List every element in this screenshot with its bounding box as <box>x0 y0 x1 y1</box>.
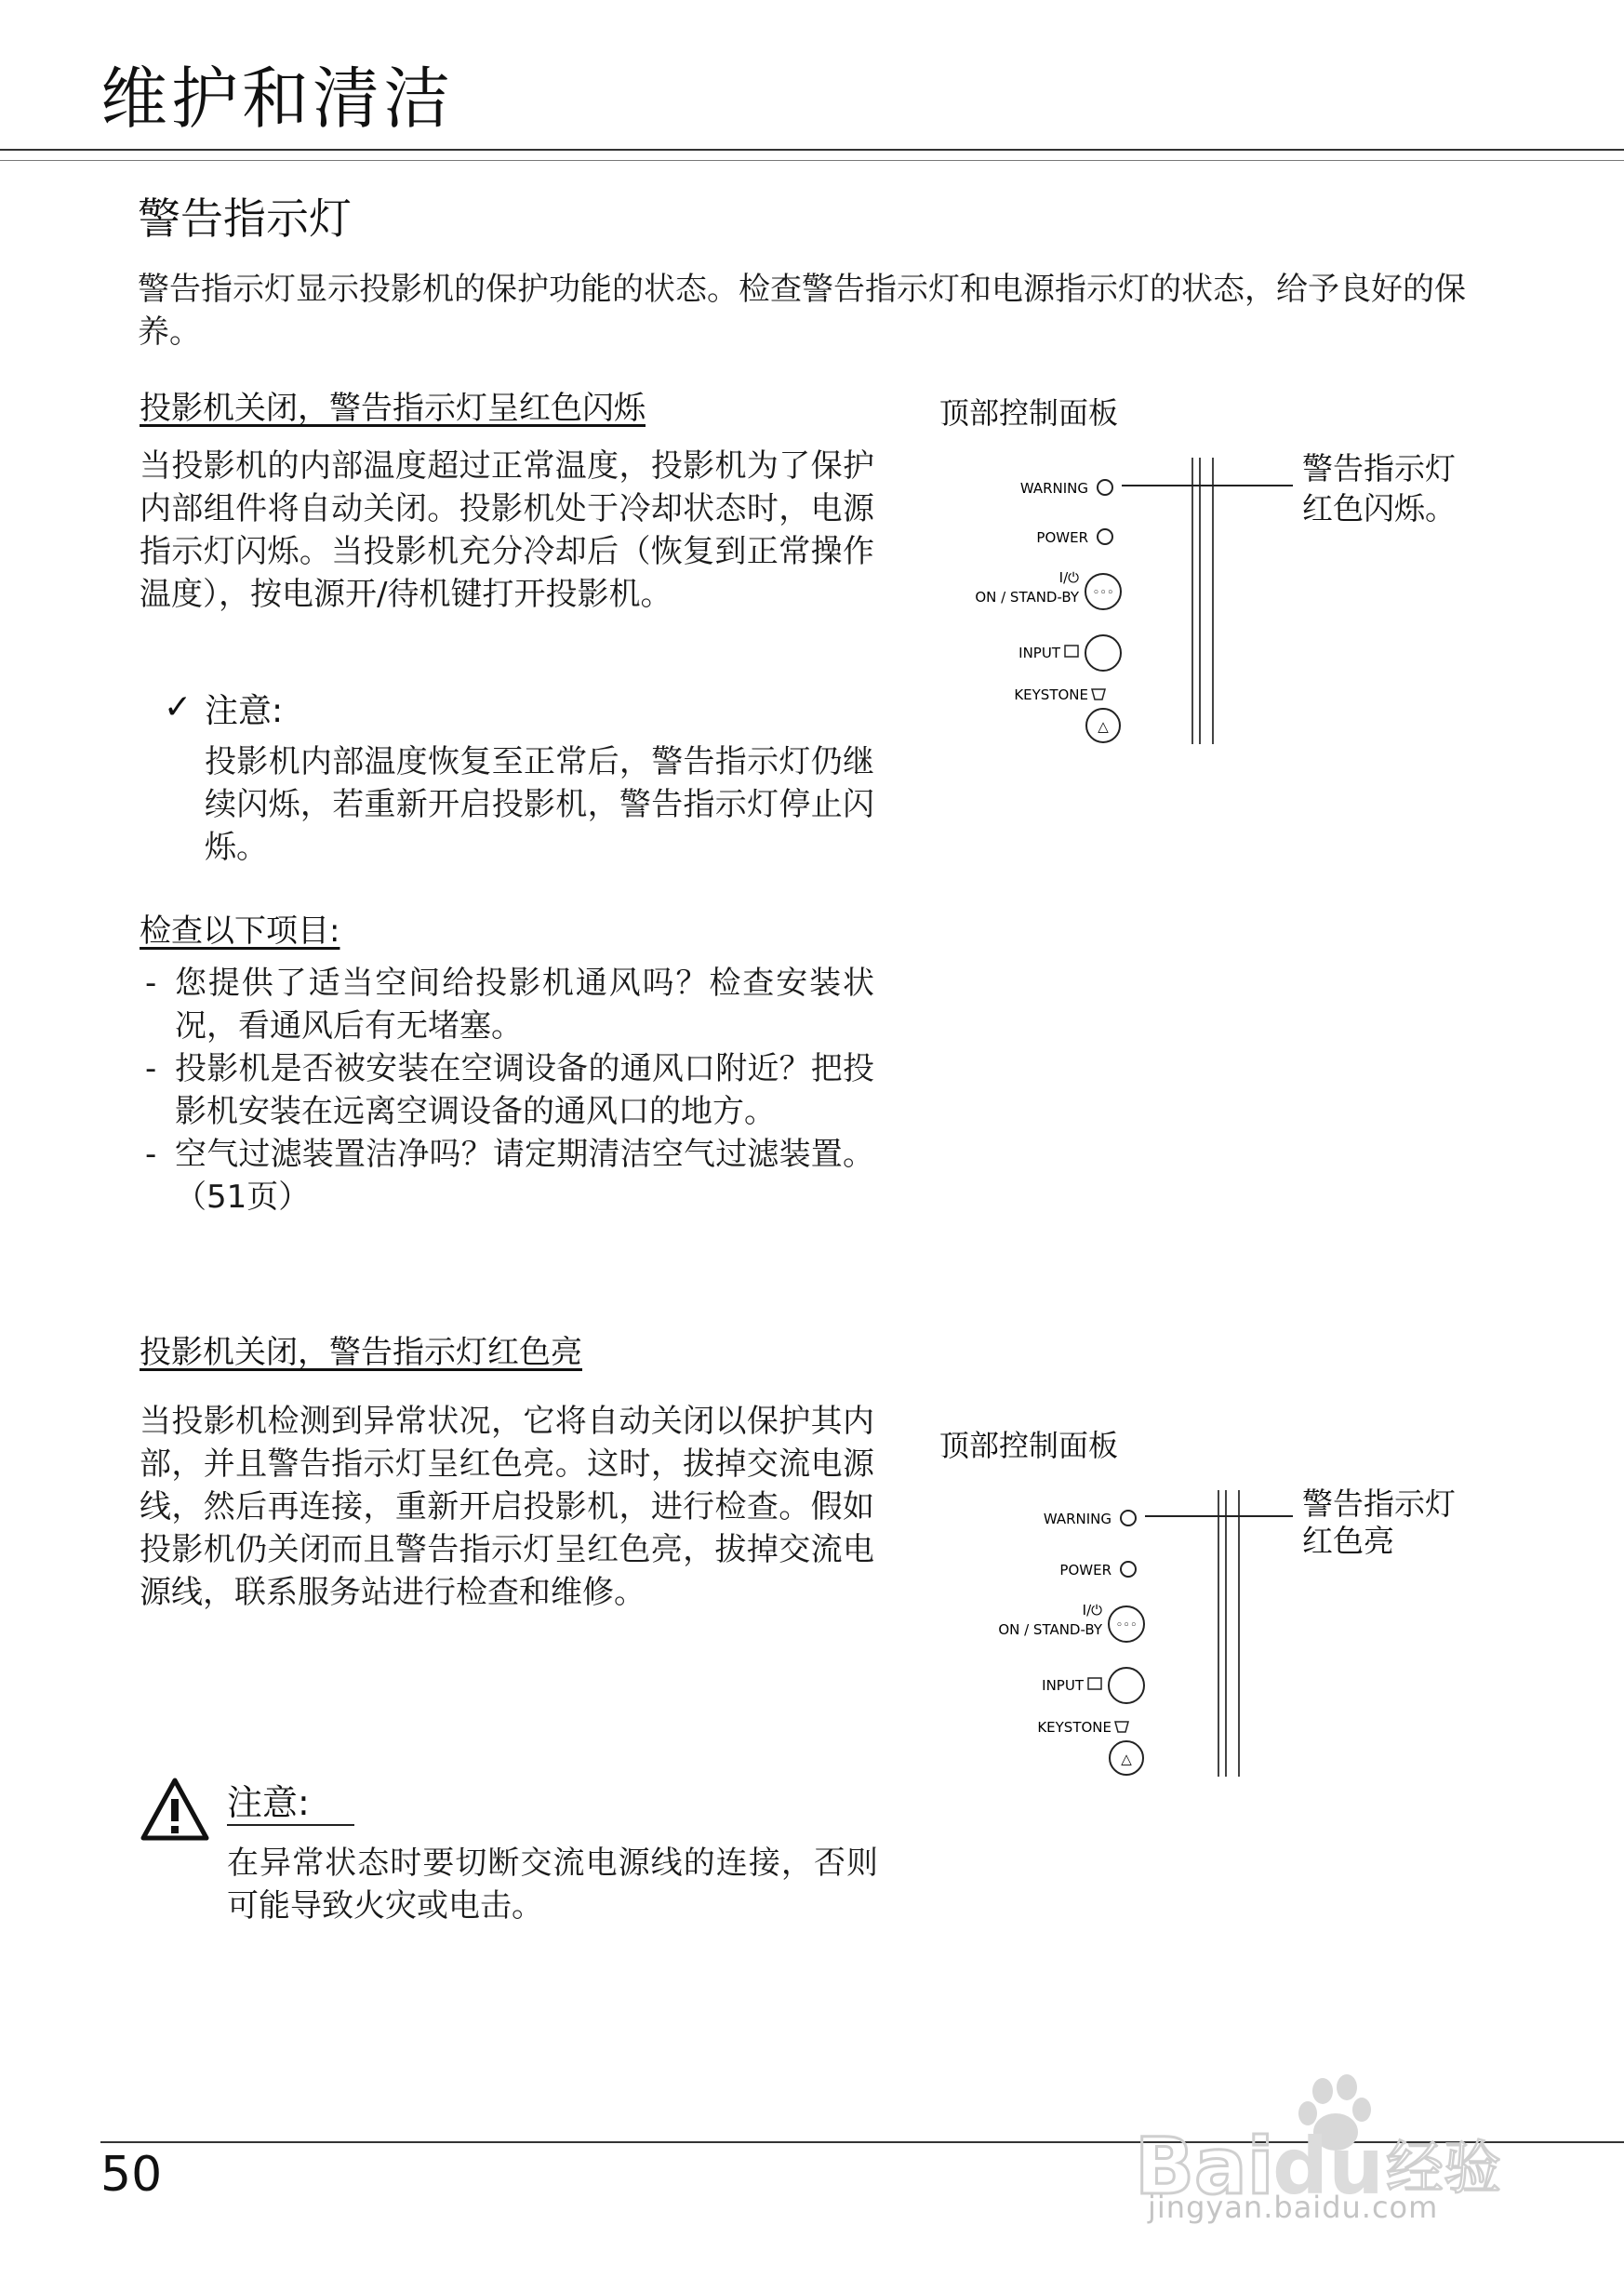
header-rule-thin <box>0 160 1624 161</box>
watermark-url: jingyan.baidu.com <box>1148 2190 1439 2225</box>
onstandby-dots-icon: ◦◦◦ <box>1092 586 1114 600</box>
control-panel-diagram <box>930 437 1321 753</box>
warning-label: WARNING <box>1019 480 1088 497</box>
callout-line1: 警告指示灯 <box>1302 450 1456 486</box>
page-number: 50 <box>100 2147 163 2203</box>
svg-text:Bai: Bai <box>1135 2121 1274 2203</box>
keystone-label: KEYSTONE <box>1037 1719 1112 1736</box>
input-icon <box>1065 646 1078 657</box>
power-led-icon <box>1098 529 1112 544</box>
caution-heading: 注意: <box>227 1781 354 1826</box>
callout-line2: 红色亮 <box>1302 1523 1394 1559</box>
input-button[interactable] <box>1085 635 1121 671</box>
checklist-heading: 检查以下项目: <box>140 913 340 950</box>
list-item: - 您提供了适当空间给投影机通风吗？检查安装状况，看通风后有无堵塞。 <box>145 965 874 1045</box>
intro-paragraph: 警告指示灯显示投影机的保护功能的状态。检查警告指示灯和电源指示灯的状态，给予良好的保养。 <box>138 271 1466 351</box>
onstandby-symbol: I/⏻ <box>1058 569 1079 586</box>
section-title: 警告指示灯 <box>138 193 352 244</box>
keystone-up-icon: △ <box>1121 1751 1132 1767</box>
power-label: POWER <box>1036 529 1088 546</box>
input-icon <box>1088 1678 1101 1689</box>
callout-line2: 红色闪烁。 <box>1302 490 1456 526</box>
input-label: INPUT <box>1018 645 1060 661</box>
onstandby-label: ON / STAND-BY <box>975 589 1079 606</box>
power-label: POWER <box>1059 1562 1112 1579</box>
svg-text:du: du <box>1272 2121 1384 2203</box>
onstandby-symbol: I/⏻ <box>1082 1602 1102 1619</box>
caution-body: 在异常状态时要切断交流电源线的连接，否则可能导致火灾或电击。 <box>227 1845 878 1925</box>
chapter-title: 维护和清洁 <box>100 60 455 138</box>
onstandby-label: ON / STAND-BY <box>998 1621 1102 1638</box>
warning-label: WARNING <box>1043 1511 1112 1527</box>
header-rule <box>0 149 1624 151</box>
keystone-icon <box>1092 689 1105 699</box>
svg-text:经验: 经验 <box>1386 2134 1502 2202</box>
note-heading: 注意: <box>205 692 284 730</box>
warning-led-icon <box>1098 480 1112 495</box>
case1-heading: 投影机关闭，警告指示灯呈红色闪烁 <box>140 390 646 427</box>
panel-label: 顶部控制面板 <box>939 1428 1119 1463</box>
case2-body: 当投影机检测到异常状况，它将自动关闭以保护其内部，并且警告指示灯呈红色亮。这时，拔掉交流电源线，然后再连接，重新开启投影机，进行检查。假如投影机仍关闭而且警告指示灯呈红色亮，拔掉交流电源线，联系服务站进行检查和维修。 <box>140 1403 874 1611</box>
control-panel-diagram <box>953 1470 1325 1786</box>
baidu-watermark-logo <box>1116 2063 1525 2203</box>
keystone-label: KEYSTONE <box>1014 686 1088 703</box>
list-item: - 投影机是否被安装在空调设备的通风口附近？把投影机安装在远离空调设备的通风口的地方。 <box>145 1050 874 1130</box>
checklist <box>145 962 874 1219</box>
panel-label: 顶部控制面板 <box>939 395 1119 431</box>
input-label: INPUT <box>1042 1677 1084 1694</box>
case2-heading: 投影机关闭，警告指示灯红色亮 <box>140 1334 582 1371</box>
onstandby-dots-icon: ◦◦◦ <box>1115 1619 1138 1632</box>
keystone-icon <box>1115 1722 1128 1732</box>
check-icon: ✓ <box>164 688 193 726</box>
list-item: - 空气过滤装置洁净吗？请定期清洁空气过滤装置。（51页） <box>145 1136 874 1216</box>
warning-triangle-icon <box>140 1777 210 1842</box>
power-led-icon <box>1121 1562 1136 1577</box>
note-body: 投影机内部温度恢复至正常后，警告指示灯仍继续闪烁，若重新开启投影机，警告指示灯停止闪烁。 <box>205 743 874 866</box>
keystone-up-icon: △ <box>1098 718 1109 735</box>
case1-body: 当投影机的内部温度超过正常温度，投影机为了保护内部组件将自动关闭。投影机处于冷却状态时，电源指示灯闪烁。当投影机充分冷却后（恢复到正常操作温度），按电源开/待机键打开投影机。 <box>140 447 874 613</box>
input-button[interactable] <box>1109 1668 1144 1703</box>
warning-led-icon <box>1121 1511 1136 1525</box>
callout-line1: 警告指示灯 <box>1302 1485 1456 1522</box>
